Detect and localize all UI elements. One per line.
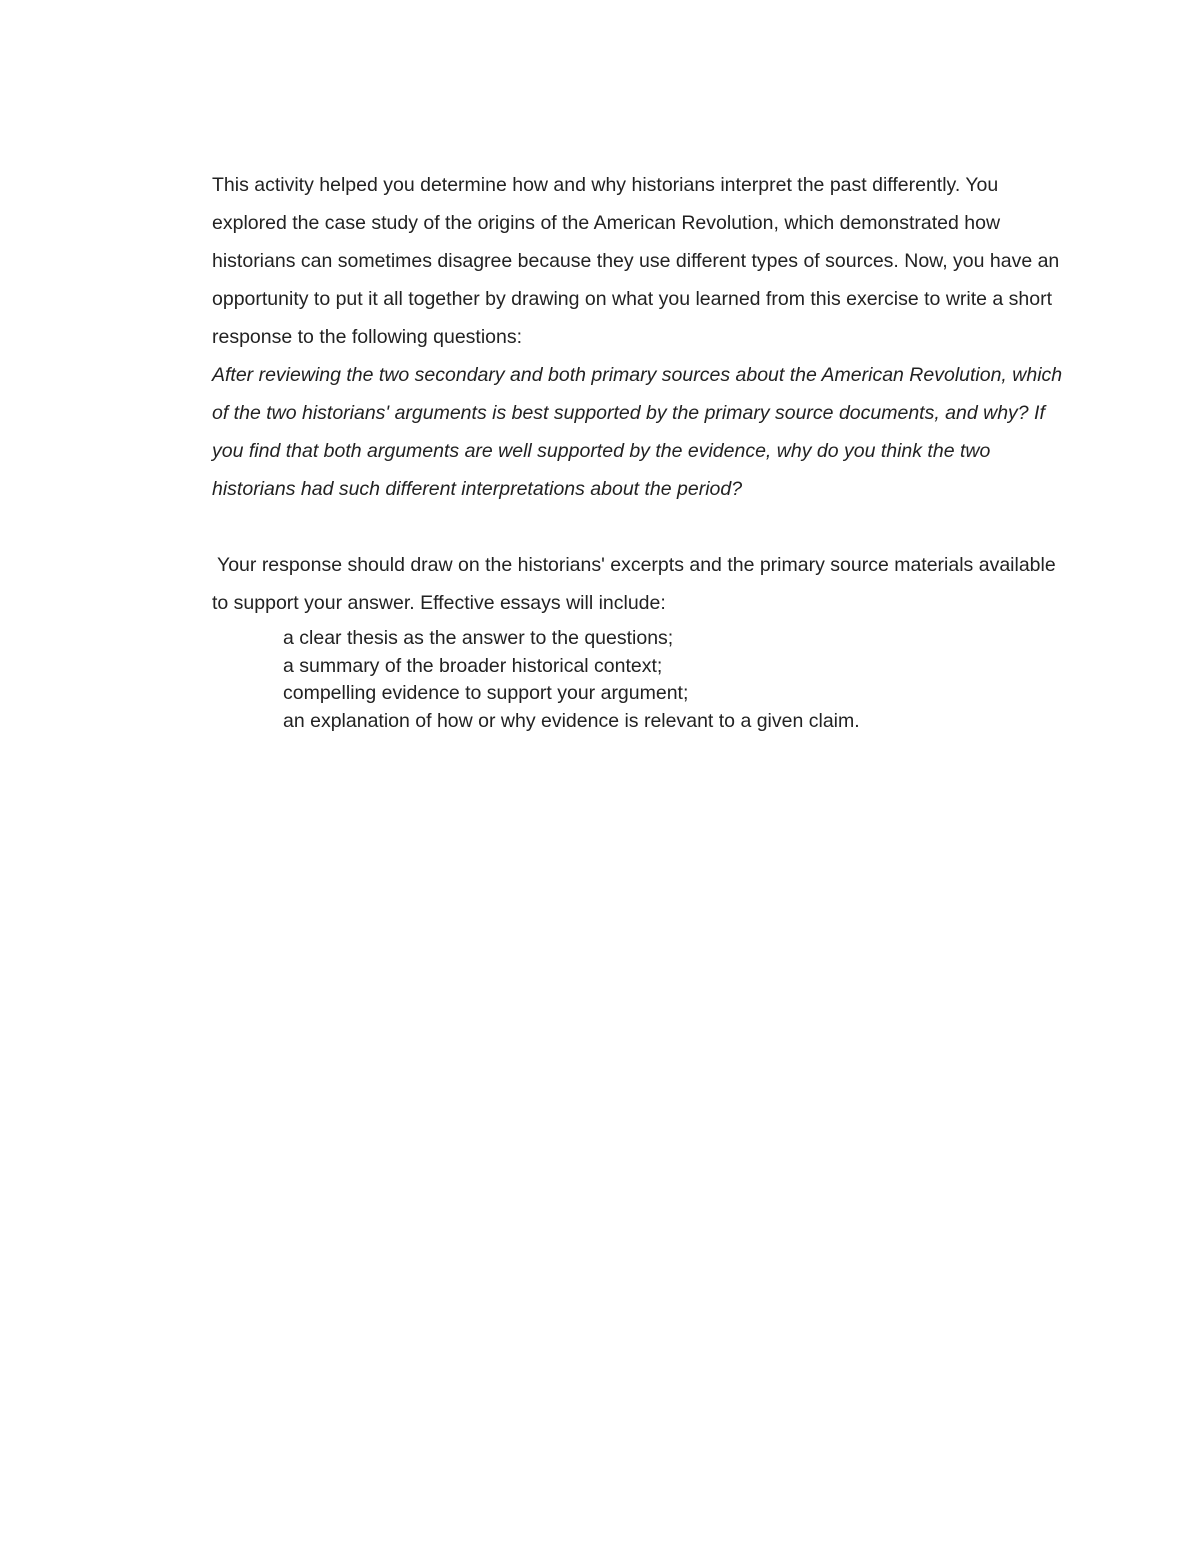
response-instructions-paragraph: Your response should draw on the historians' excerpts and the primary source materials available to support your answer. Effective essays will include: xyxy=(212,554,1056,614)
intro-paragraph: This activity helped you determine how and why historians interpret the past differently. You explored the case study of the origins of the American Revolution, which demonstrated how historians can sometimes disagree because they use different types of sources. Now, you have an opportunity to put it all together by drawing on what you learned from this exercise to write a short response to the following questions: xyxy=(212,174,1060,348)
criteria-item: an explanation of how or why evidence is relevant to a given claim. xyxy=(283,709,860,732)
criteria-item: compelling evidence to support your argument; xyxy=(283,682,689,704)
question-paragraph: After reviewing the two secondary and both primary sources about the American Revolution, which of the two historians' arguments is best supported by the primary source documents, and why? If you find that both arguments are well supported by the evidence, why do you think the two historians had such different interpretations about the period? xyxy=(212,364,1063,500)
criteria-item: a summary of the broader historical context; xyxy=(283,654,663,677)
criteria-item: a clear thesis as the answer to the questions; xyxy=(283,627,674,649)
document-body xyxy=(212,166,1072,735)
essay-criteria-list xyxy=(283,625,1072,735)
